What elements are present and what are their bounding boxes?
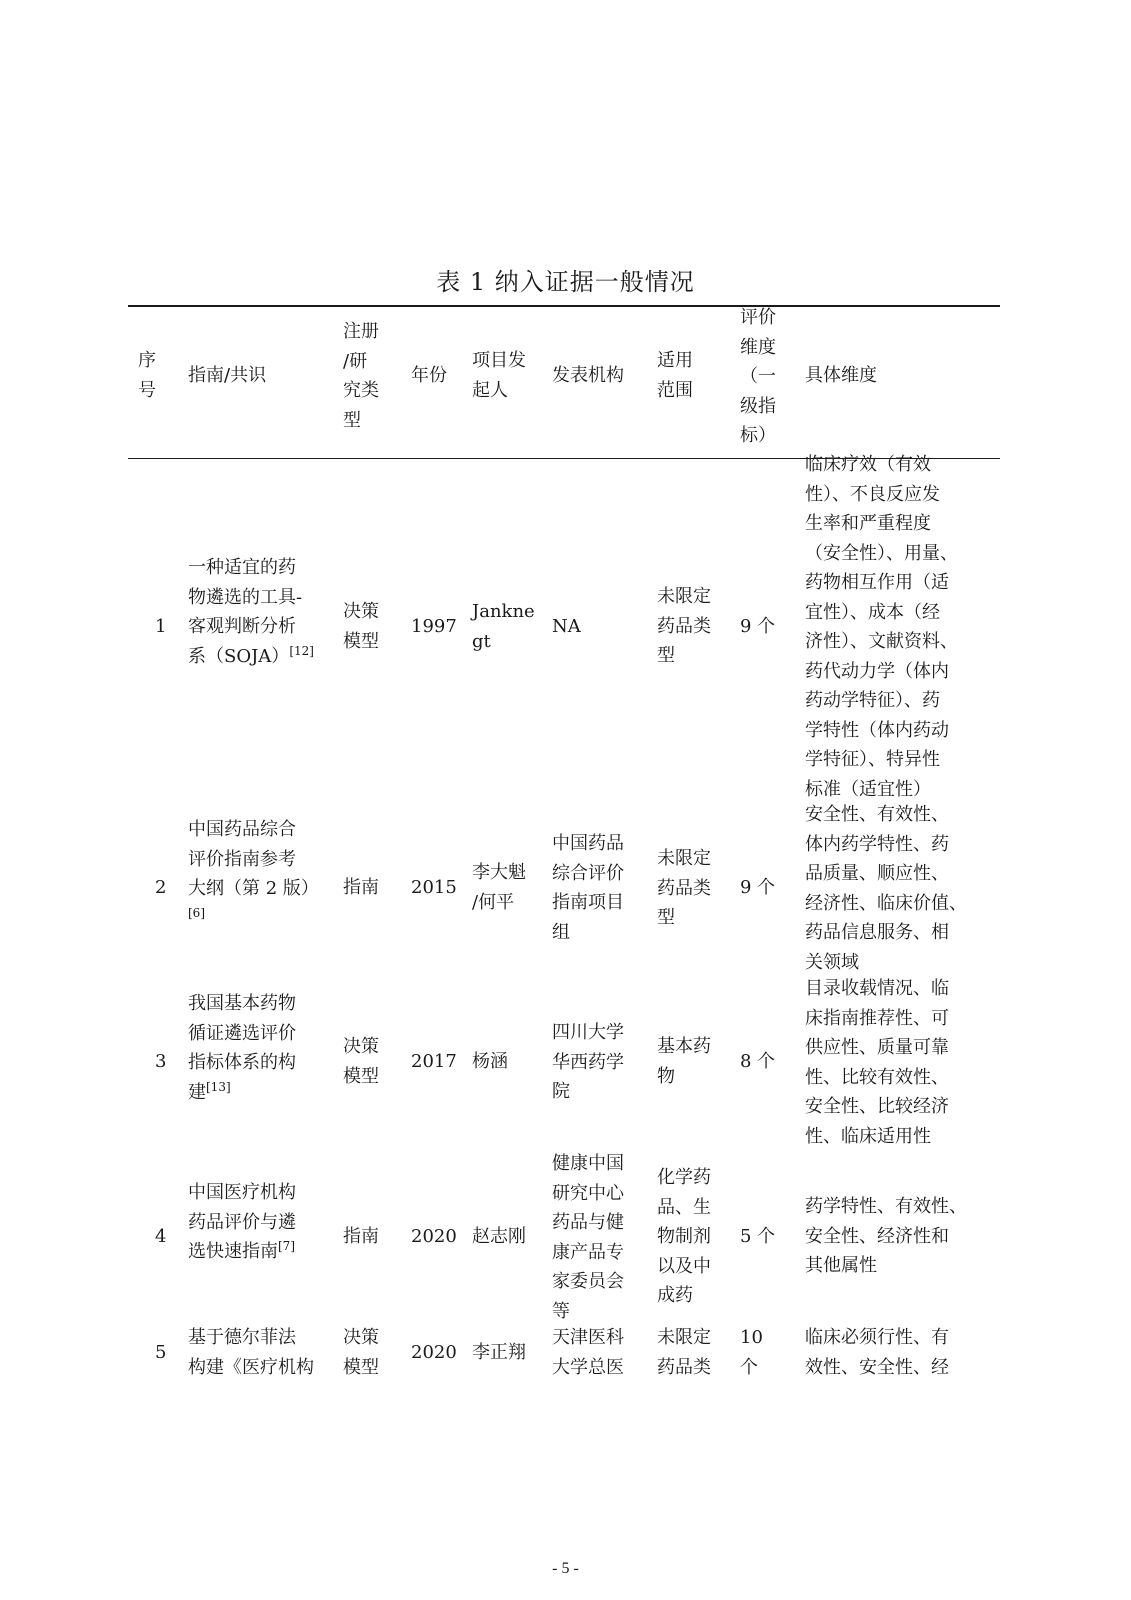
row-5-year: 2020 [411, 1342, 457, 1363]
row-1-dims: 9 个 [740, 616, 776, 637]
row-1-year: 1997 [411, 616, 457, 637]
row-2-guide: 中国药品综合 评价指南参考 大纲（第 2 版） [6] [188, 819, 319, 920]
row-4-year: 2020 [411, 1226, 457, 1247]
row-4-org: 健康中国 研究中心 药品与健 康产品专 家委员会 等 [552, 1153, 624, 1322]
row-5-guide: 基于德尔菲法 构建《医疗机构 [188, 1327, 314, 1378]
row-4-initiator: 赵志刚 [472, 1226, 526, 1247]
header-guide: 指南/共识 [188, 365, 267, 386]
row-2-initiator: 李大魁 /何平 [472, 862, 526, 913]
row-5-org: 天津医科 大学总医 [552, 1327, 624, 1378]
row-3-guide: 我国基本药物 循证遴选评价 指标体系的构 建[13] [188, 993, 296, 1103]
row-3-initiator: 杨涵 [472, 1051, 508, 1072]
row-2-no: 2 [155, 877, 167, 898]
row-3-year: 2017 [411, 1051, 457, 1072]
row-1-type: 决策 模型 [343, 601, 379, 652]
header-dims: 评价 维度 （一 级指 标） [740, 307, 776, 446]
row-3-detail: 目录收载情况、临 床指南推荐性、可 供应性、质量可靠 性、比较有效性、 安全性、比较经济 性、临床适用性 [805, 978, 949, 1147]
table-top-rule [128, 305, 1000, 307]
row-3-dims: 8 个 [740, 1051, 776, 1072]
row-4-guide: 中国医疗机构 药品评价与遴 选快速指南[7] [188, 1182, 296, 1262]
table-title: 表 1 纳入证据一般情况 [436, 268, 695, 296]
row-3-type: 决策 模型 [343, 1036, 379, 1087]
row-4-dims: 5 个 [740, 1226, 776, 1247]
row-1-initiator: Jankne gt [472, 601, 535, 652]
row-2-org: 中国药品 综合评价 指南项目 组 [552, 833, 624, 943]
row-3-no: 3 [155, 1051, 167, 1072]
row-1-guide: 一种适宜的药 物遴选的工具- 客观判断分析 系（SOJA）[12] [188, 557, 314, 667]
row-4-type: 指南 [343, 1226, 379, 1247]
row-4-scope: 化学药 品、生 物制剂 以及中 成药 [657, 1167, 711, 1306]
row-2-dims: 9 个 [740, 877, 776, 898]
row-5-scope: 未限定 药品类 [657, 1327, 711, 1378]
row-5-detail: 临床必须行性、有 效性、安全性、经 [805, 1327, 949, 1378]
header-no: 序 号 [138, 350, 156, 401]
row-2-scope: 未限定 药品类 型 [657, 848, 711, 928]
row-5-no: 5 [155, 1342, 167, 1363]
row-3-org: 四川大学 华西药学 院 [552, 1022, 624, 1102]
header-scope: 适用 范围 [657, 350, 693, 401]
row-1-no: 1 [155, 616, 167, 637]
header-year: 年份 [411, 365, 447, 386]
row-2-year: 2015 [411, 877, 457, 898]
row-4-no: 4 [155, 1226, 167, 1247]
row-1-scope: 未限定 药品类 型 [657, 586, 711, 666]
row-2-type: 指南 [343, 877, 379, 898]
row-4-detail: 药学特性、有效性、 安全性、经济性和 其他属性 [805, 1196, 967, 1276]
page-number: - 5 - [552, 1560, 579, 1577]
header-type: 注册 /研 究类 型 [343, 321, 379, 431]
header-detail: 具体维度 [805, 365, 877, 386]
header-org: 发表机构 [552, 365, 624, 386]
row-2-detail: 安全性、有效性、 体内药学特性、药 品质量、顺应性、 经济性、临床价值、 药品信息服务、相 关领域 [805, 804, 967, 973]
row-1-detail: 临床疗效（有效 性）、不良反应发 生率和严重程度 （安全性）、用量、 药物相互作用（适 宜性）、成本（经 济性）、文献资料、 药代动力学（体内 药动学特征）、药 学特性（体内药动 学特征）、特异性 标准（适宜性） [805, 454, 958, 800]
row-5-dims: 10 个 [740, 1327, 763, 1378]
row-5-type: 决策 模型 [343, 1327, 379, 1378]
row-5-initiator: 李正翔 [472, 1342, 526, 1363]
row-3-scope: 基本药 物 [657, 1036, 711, 1087]
row-1-org: NA [552, 616, 581, 637]
header-initiator: 项目发 起人 [472, 350, 526, 401]
